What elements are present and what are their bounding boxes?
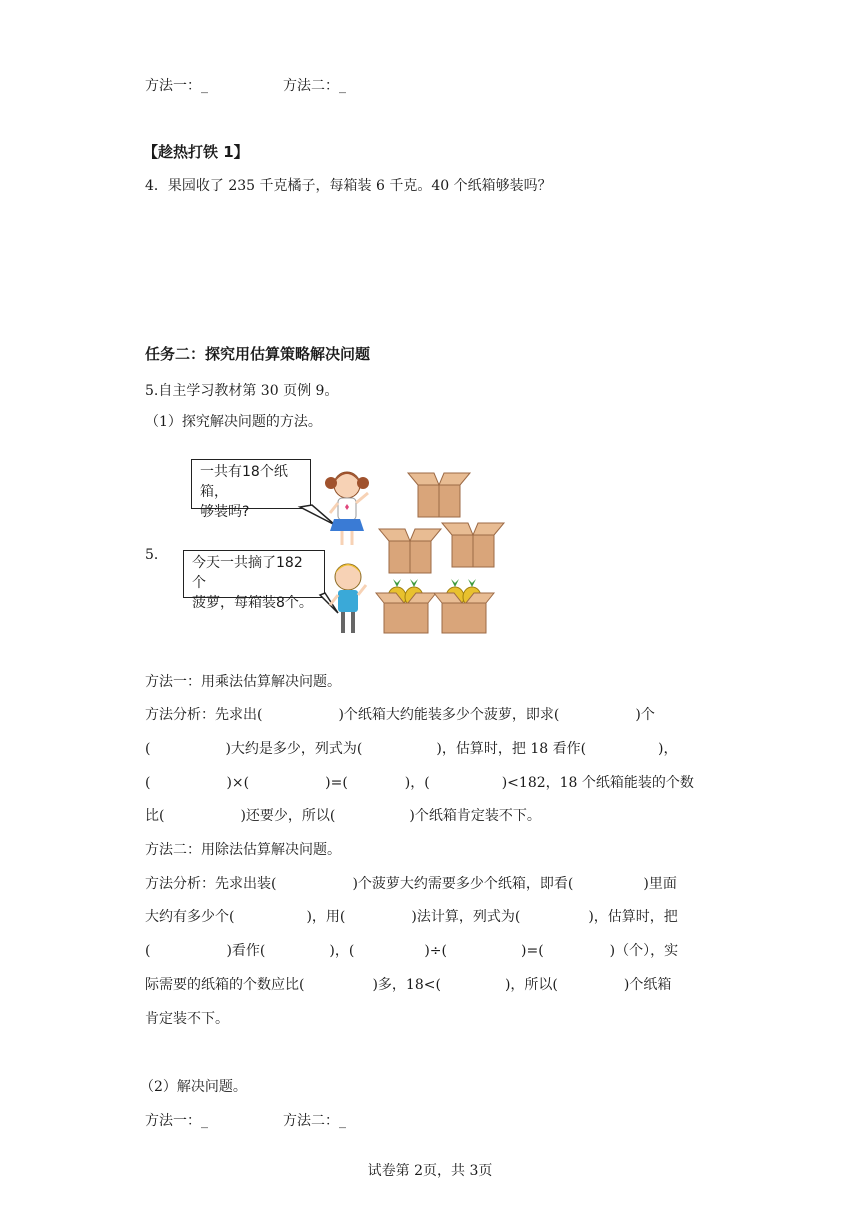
text-seg: )<182，18 个纸箱能装的个数 [501, 775, 694, 791]
method2-line-3 [145, 940, 678, 960]
text-seg: )大约是多少，列式为( [225, 741, 363, 757]
method2-line-2 [145, 906, 678, 926]
text-seg: )，( [329, 943, 355, 959]
bottom-method-2: 方法二：_ [283, 1113, 346, 1129]
practice-heading: 【趁热打铁 1】 [143, 143, 249, 161]
text-seg: )多，18<( [372, 977, 441, 993]
text-seg: )，( [404, 775, 430, 791]
method1-line-1 [145, 704, 655, 724]
method1-line-3 [145, 772, 694, 792]
text-seg: ( [145, 943, 151, 959]
text-seg: )，估算时，把 [588, 909, 678, 925]
text-seg: )×( [226, 775, 250, 791]
subquestion-2: （2）解决问题。 [140, 1079, 247, 1095]
box-icon [408, 473, 470, 517]
text-seg: 大约有多少个( [145, 909, 235, 925]
text-seg: ( [145, 775, 151, 791]
method2-line-5 [145, 1008, 229, 1028]
girl-bubble-tail [300, 505, 335, 525]
box-icon [379, 529, 441, 573]
girl-bubble-line-2: 够装吗? [200, 504, 250, 520]
figure-label: 5． [145, 547, 168, 563]
text-seg: 肯定装不下。 [145, 1011, 229, 1027]
text-seg: )个纸箱大约能装多少个菠萝，即求( [338, 707, 560, 723]
text-seg: )个纸箱 [623, 977, 672, 993]
text-seg: )，所以( [504, 977, 558, 993]
boy-bubble-line-1: 今天一共摘了182个 [192, 555, 303, 591]
pineapple-box-icon [434, 579, 494, 633]
boy-icon [330, 564, 366, 633]
text-seg: )=( [325, 775, 348, 791]
boy-bubble-line-2: 菠萝，每箱装8个。 [192, 595, 313, 611]
girl-bubble-line-1: 一共有18个纸箱， [200, 464, 288, 500]
girl-icon [325, 472, 369, 545]
text-seg: )（个），实 [609, 943, 679, 959]
text-seg: )=( [521, 943, 544, 959]
text-seg: )还要少，所以( [240, 808, 336, 824]
text-seg: )÷( [424, 943, 447, 959]
method1-line-2 [145, 738, 678, 758]
text-seg: )里面 [643, 876, 677, 892]
figure-illustration [180, 455, 510, 645]
method1-line-4 [145, 805, 541, 825]
text-seg: 比( [145, 808, 165, 824]
method2-line-1 [145, 873, 677, 893]
bottom-method-1: 方法一：_ [145, 1113, 208, 1129]
text-seg: 方法分析：先求出( [145, 707, 263, 723]
text-seg: 际需要的纸箱的个数应比( [145, 977, 305, 993]
method1-title: 方法一：用乘法估算解决问题。 [145, 674, 341, 690]
text-seg: )个菠萝大约需要多少个纸箱，即看( [352, 876, 574, 892]
question-4: 4．果园收了 235 千克橘子，每箱装 6 千克。40 个纸箱够装吗？ [145, 178, 552, 194]
page-footer: 试卷第 2页，共 3页 [367, 1163, 493, 1179]
box-icon [442, 523, 504, 567]
subquestion-1: （1）探究解决问题的方法。 [145, 414, 322, 430]
text-seg: )看作( [226, 943, 266, 959]
text-seg: ( [145, 741, 151, 757]
text-seg: )法计算，列式为( [411, 909, 521, 925]
text-seg: )个纸箱肯定装不下。 [409, 808, 541, 824]
method2-line-4 [145, 974, 671, 994]
text-seg: )， [658, 741, 678, 757]
task2-heading: 任务二：探究用估算策略解决问题 [145, 345, 371, 363]
text-seg: 方法分析：先求出装( [145, 876, 277, 892]
top-method-2: 方法二：_ [283, 78, 346, 94]
method2-title: 方法二：用除法估算解决问题。 [145, 842, 341, 858]
top-method-1: 方法一：_ [145, 78, 208, 94]
figure-drawing [180, 455, 510, 645]
pineapple-box-icon [376, 579, 436, 633]
text-seg: )个 [635, 707, 655, 723]
question-5-intro: 5.自主学习教材第 30 页例 9。 [145, 383, 339, 399]
text-seg: )，估算时，把 18 看作( [436, 741, 587, 757]
text-seg: )，用( [306, 909, 346, 925]
